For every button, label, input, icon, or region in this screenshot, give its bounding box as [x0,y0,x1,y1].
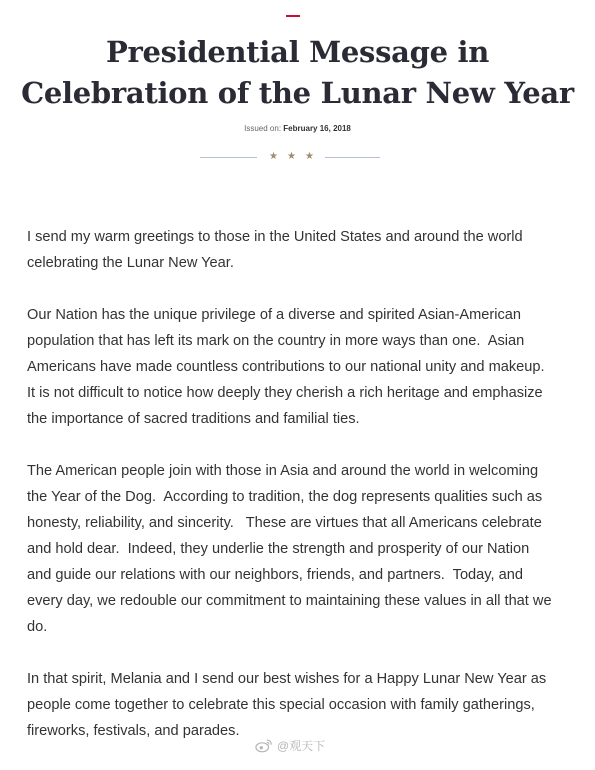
message-paragraph: In that spirit, Melania and I send our best wishes for a Happy Lunar New Year as people come together to celebrate this special occasion with family gatherings, fireworks, festivals, and parades. [27,671,547,739]
watermark-text: @观天下 [277,738,326,753]
message-paragraph: Our Nation has the unique privilege of a diverse and spirited Asian-American population that has left its mark on the country in more ways than one. Asian Americans have made countless contributions to our national unity and makeup. It is not difficult to notice how deeply they cherish a rich heritage and emphasize the importance of sacred traditions and familial ties. [27,307,545,427]
page-title [0,32,595,114]
star-icon: ★ [287,151,296,162]
title-line-1: Presidential Message in [105,35,490,69]
divider-line-left [200,157,257,158]
issued-date-line [0,123,595,134]
star-icon: ★ [305,151,314,162]
issued-date: February 16, 2018 [283,124,351,133]
top-accent-rule [286,15,300,17]
weibo-icon [255,738,273,753]
message-paragraph: The American people join with those in Asia and around the world in welcoming the Year of the Dog. According to tradition, the dog represents qualities such as honesty, reliability, and sincerity. These are virtues that all Americans celebrate and hold dear. Indeed, they underlie the strength and prosperity of our Nation and guide our relations with our neighbors, friends, and partners. Today, and every day, we redouble our commitment to maintaining these values in all that we do. [27,463,552,635]
star-divider [200,150,380,164]
divider-line-right [325,157,380,158]
title-line-2: Celebration of the Lunar New Year [21,76,574,110]
issued-label: Issued on: [244,124,284,133]
message-body [27,224,587,770]
message-paragraph: I send my warm greetings to those in the United States and around the world celebrating the Lunar New Year. [27,229,523,271]
star-icon: ★ [269,151,278,162]
watermark [255,735,325,755]
